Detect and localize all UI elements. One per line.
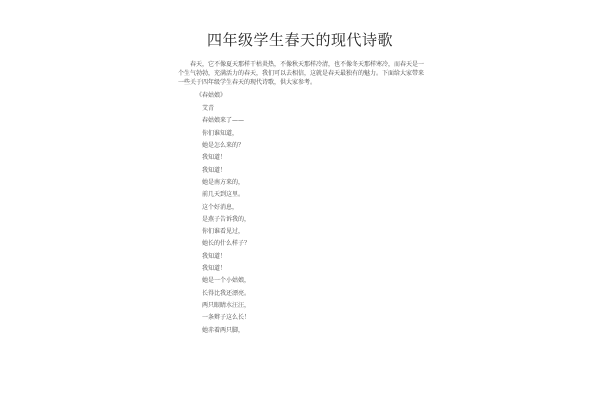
poem-line: 一条辫子这么长！ xyxy=(202,314,251,322)
poem-line: 前几天到这里。 xyxy=(202,191,245,199)
poem-line: 两只眼睛水汪汪， xyxy=(202,302,251,309)
poem-line: 我知道！ xyxy=(202,265,227,273)
poem-line: 她是一个小姑娘， xyxy=(202,277,251,285)
poem-line: 她赤着两只脚， xyxy=(202,326,245,334)
poem-author: 艾青 xyxy=(202,105,215,112)
poem-line: 是燕子告诉我的， xyxy=(202,215,251,223)
poem-line: 你们谁看见过， xyxy=(202,228,245,236)
document-title: 四年级学生春天的现代诗歌 xyxy=(206,31,393,49)
poem-line: 她长的什么样子？ xyxy=(202,240,251,248)
poem-line: 长得比我还漂亮。 xyxy=(202,289,251,297)
intro-paragraph: 春天，它不像夏天那样干枯炎热，不像秋天那样冷清，也不像冬天那样寒冷，而春天是一个生气勃勃，充满活力的春天，我们可以去相信，这就是春天最独有的魅力。下面给大家带来一些关于四年级学生春天的现代诗歌，供大家参考。 xyxy=(178,61,425,86)
poem-line: 这个好消息， xyxy=(202,203,239,211)
poem-line: 春姑娘来了—— xyxy=(202,117,245,125)
poem-line: 我知道！ xyxy=(202,154,227,162)
poem-line: 你们谁知道， xyxy=(202,129,239,137)
poem-line: 她是南方来的， xyxy=(202,178,245,186)
poem-source: 《春姑娘》 xyxy=(196,92,227,99)
poem-line: 她是怎么来的？ xyxy=(202,141,245,149)
poem-line: 我知道！ xyxy=(202,252,227,260)
poem-lines xyxy=(202,105,250,339)
poem-line: 我知道！ xyxy=(202,166,227,174)
